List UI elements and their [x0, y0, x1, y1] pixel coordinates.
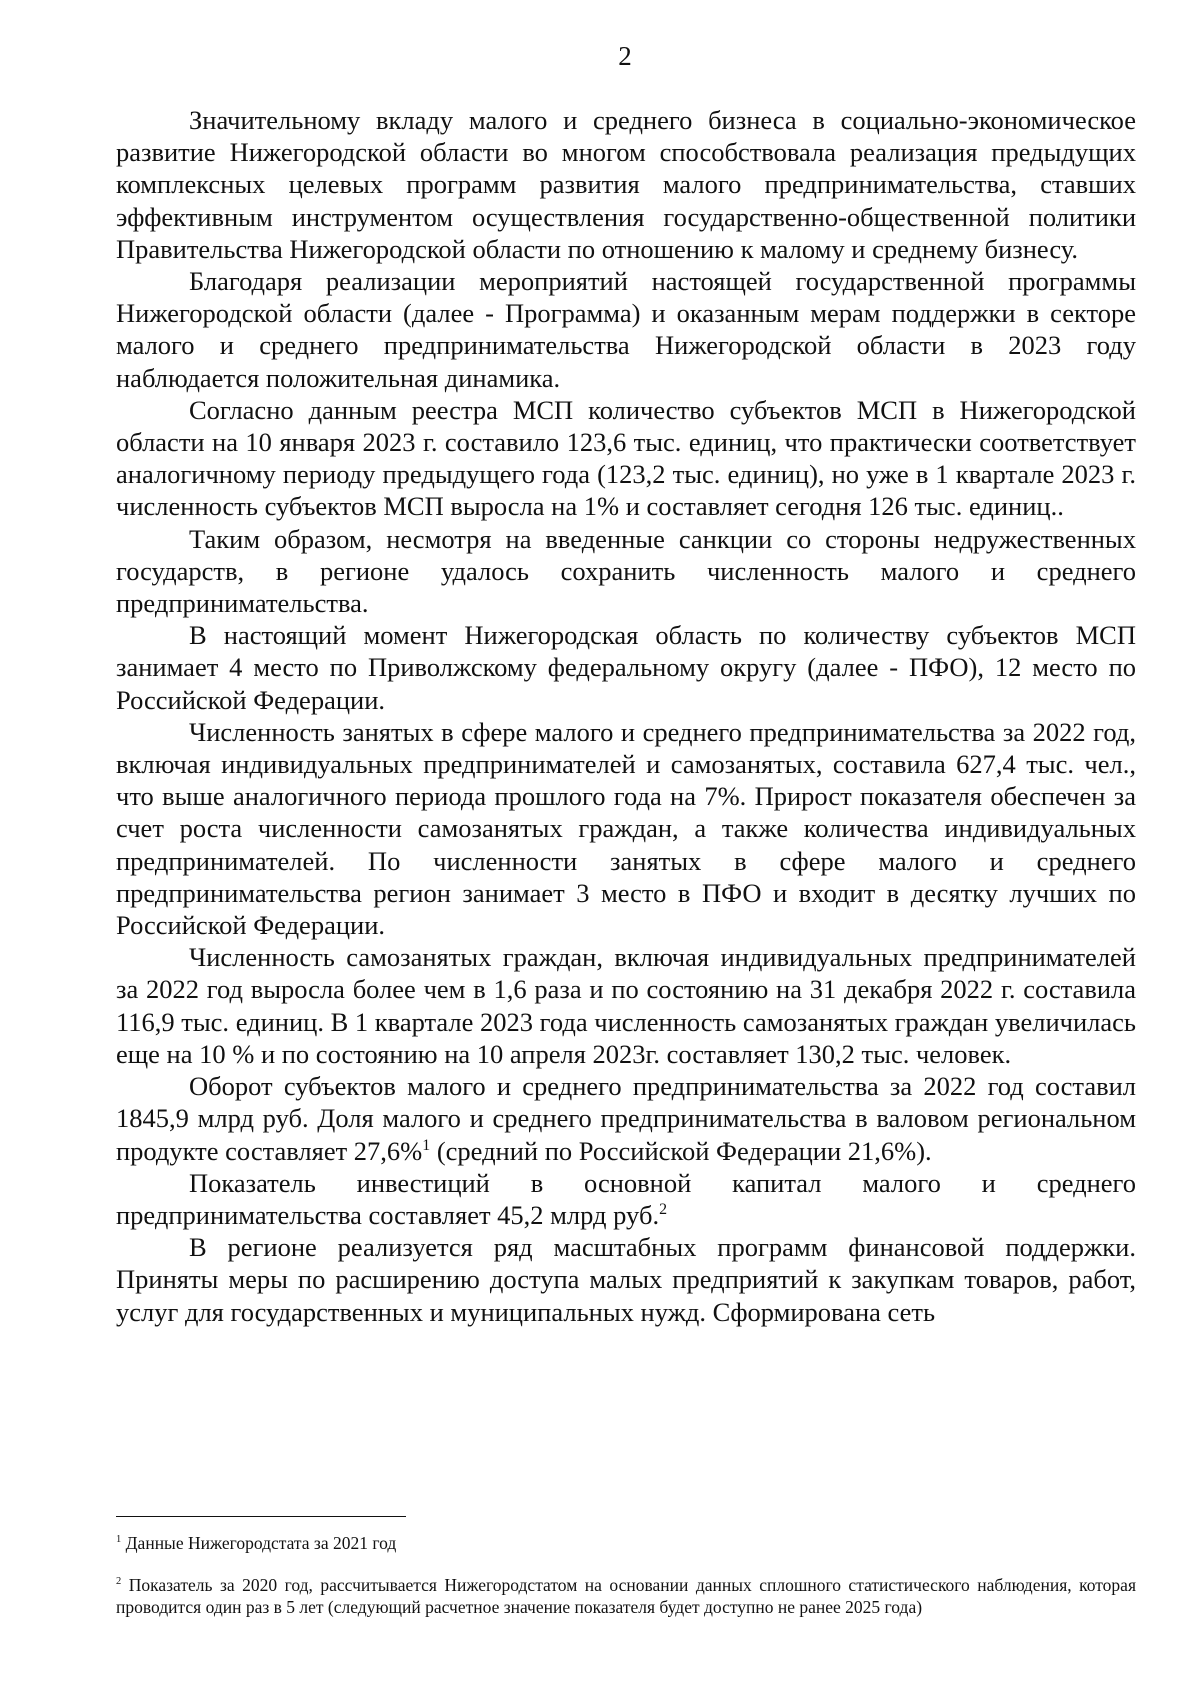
paragraph-self-employed: Численность самозанятых граждан, включая индивидуальных предпринимателей за 2022 год выросла более чем в 1,6 раза и по состоянию на 31 декабря 2022 г. составила 116,9 тыс. единиц. В 1 квартале 2023 года численность самозанятых граждан увеличилась еще на 10 % и по состоянию на 10 апреля 2023г. составляет 130,2 тыс. человек.	[116, 942, 1136, 1069]
footnote-marker: 2	[116, 1576, 122, 1588]
paragraph-text: Оборот субъектов малого и среднего предпринимательства за 2022 год составил 1845,9 млрд руб. Доля малого и среднего предпринимательства в валовом региональном продукте составляет 27,6%	[116, 1071, 1136, 1166]
paragraph-financial-support: В регионе реализуется ряд масштабных программ финансовой поддержки. Приняты меры по расширению доступа малых предприятий к закупкам товаров, работ, услуг для государственных и муниципальных нужд. Сформирована сеть	[116, 1232, 1136, 1327]
paragraph-program-dynamics: Благодаря реализации мероприятий настоящей государственной программы Нижегородской области (далее - Программа) и оказанным мерам поддержки в секторе малого и среднего предпринимательства Нижегородской области в 2023 году наблюдается положительная динамика.	[116, 266, 1136, 393]
paragraph-ranking: В настоящий момент Нижегородская область по количеству субъектов МСП занимает 4 место по Приволжскому федеральному округу (далее - ПФО), 12 место по Российской Федерации.	[116, 620, 1136, 715]
paragraph-employment: Численность занятых в сфере малого и среднего предпринимательства за 2022 год, включая индивидуальных предпринимателей и самозанятых, составила 627,4 тыс. чел., что выше аналогичного периода прошлого года на 7%. Прирост показателя обеспечен за счет роста численности самозанятых граждан, а также количества индивидуальных предпринимателей. По численности занятых в сфере малого и среднего предпринимательства регион занимает 3 место в ПФО и входит в десятку лучших по Российской Федерации.	[116, 716, 1136, 941]
footnote-1	[116, 1532, 1136, 1554]
footnote-text: Показатель за 2020 год, рассчитывается Нижегородстатом на основании данных сплошного статистического наблюдения, которая проводится один раз в 5 лет (следующий расчетное значение показателя будет доступно не ранее 2025 года)	[116, 1575, 1136, 1617]
footnote-reference[interactable]: 1	[422, 1136, 431, 1154]
footnote-separator	[116, 1516, 406, 1517]
paragraph-sanctions: Таким образом, несмотря на введенные санкции со стороны недружественных государств, в регионе удалось сохранить численность малого и среднего предпринимательства.	[116, 523, 1136, 619]
paragraph-investments	[116, 1167, 1136, 1231]
page-number: 2	[618, 41, 632, 71]
footnote-text: Данные Нижегородстата за 2021 год	[121, 1533, 397, 1553]
paragraph-text: (средний по Российской Федерации 21,6%).	[430, 1135, 932, 1166]
document-body	[116, 104, 1136, 1328]
footnote-reference[interactable]: 2	[659, 1201, 668, 1219]
footnotes	[116, 1532, 1136, 1618]
paragraph-msp-contribution: Значительному вкладу малого и среднего бизнеса в социально-экономическое развитие Нижегородской области во многом способствовала реализация предыдущих комплексных целевых программ развития малого предпринимательства, ставших эффективным инструментом осуществления государственно-общественной политики Правительства Нижегородской области по отношению к малому и среднему бизнесу.	[116, 105, 1136, 264]
footnote-marker: 1	[116, 1534, 122, 1546]
paragraph-registry-count: Согласно данным реестра МСП количество субъектов МСП в Нижегородской области на 10 января 2023 г. составило 123,6 тыс. единиц, что практически соответствует аналогичному периоду предыдущего года (123,2 тыс. единиц), но уже в 1 квартале 2023 г. численность субъектов МСП выросла на 1% и составляет сегодня 126 тыс. единиц..	[116, 394, 1136, 522]
paragraph-text: Показатель инвестиций в основной капитал малого и среднего предпринимательства составляет 45,2 млрд руб.	[116, 1167, 1136, 1230]
paragraph-turnover	[116, 1070, 1136, 1167]
footnote-2	[116, 1574, 1136, 1618]
